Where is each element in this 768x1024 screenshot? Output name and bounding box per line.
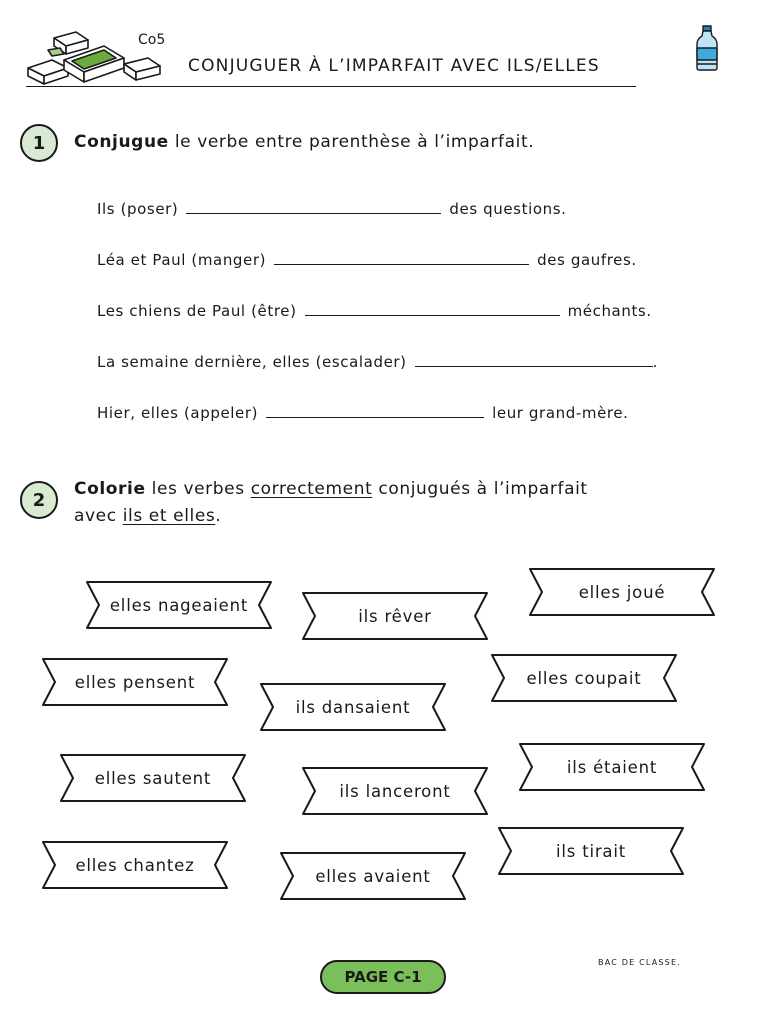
verb-tag[interactable] [519,743,705,791]
exercise-1-verb: Conjugue [74,132,169,152]
exercise-2-verb: Colorie [74,479,146,499]
verb-tag[interactable] [280,852,466,900]
exercise-1-instruction [74,129,534,156]
verb-tag[interactable] [302,767,488,815]
verb-tag-label: ils étaient [566,757,658,777]
sentence-end: . [652,353,659,371]
answer-blank[interactable] [305,314,560,316]
verb-tag-label: ils rêver [358,606,432,626]
verb-tag-label: elles coupait [526,668,642,688]
verb-tag-label: elles joué [578,582,666,602]
exercise-1-number: 1 [20,124,58,162]
sentence-row [97,404,629,422]
sentence-row [97,302,652,320]
sentence-end: des questions. [449,200,567,218]
sentence-row [97,251,637,269]
verb-tag-label: ils lanceront [339,781,451,801]
verb-tag[interactable] [260,683,446,731]
sentence-start: Léa et Paul (manger) [97,251,267,269]
worksheet-code: Co5 [138,32,166,48]
verb-tag-label: elles avaient [315,866,431,886]
sentence-start: Hier, elles (appeler) [97,404,259,422]
sentence-start: Ils (poser) [97,200,179,218]
instruction-underlined: correctement [250,479,373,499]
verb-tag[interactable] [302,592,488,640]
instruction-underlined: ils et elles [122,506,216,526]
instruction-text: conjugués à l’imparfait [378,479,588,499]
exercise-2-instruction [74,476,588,530]
sentence-end: leur grand-mère. [492,404,629,422]
verb-tag[interactable] [529,568,715,616]
brand-signature: BAC DE CLASSE. [598,958,681,967]
instruction-text: avec [74,506,117,526]
instruction-text: . [215,506,222,526]
sentence-start: Les chiens de Paul (être) [97,302,297,320]
sentence-row [97,353,658,371]
exercise-2-number: 2 [20,481,58,519]
instruction-text: les verbes [151,479,245,499]
verb-tag[interactable] [42,658,228,706]
answer-blank[interactable] [266,416,484,418]
verb-tag-label: ils tirait [555,841,626,861]
answer-blank[interactable] [274,263,529,265]
sentence-end: des gaufres. [537,251,637,269]
worksheet-title: CONJUGUER À L’IMPARFAIT AVEC ILS/ELLES [188,56,600,76]
verb-tag[interactable] [86,581,272,629]
header-divider [26,86,636,87]
water-bottle-icon [694,24,720,72]
answer-blank[interactable] [415,365,653,367]
page-number-badge: PAGE C-1 [320,960,446,994]
verb-tag[interactable] [42,841,228,889]
verb-tag-label: elles nageaient [109,595,249,615]
verb-tag[interactable] [498,827,684,875]
verb-tag-label: elles sautent [94,768,212,788]
verb-tag-label: ils dansaient [295,697,411,717]
exercise-1-instruction-text: le verbe entre parenthèse à l’imparfait. [174,132,535,152]
verb-tag[interactable] [491,654,677,702]
answer-blank[interactable] [186,212,441,214]
verb-tag[interactable] [60,754,246,802]
verb-tag-label: elles pensent [74,672,196,692]
sentence-end: méchants. [567,302,652,320]
verb-tag-label: elles chantez [75,855,195,875]
sentence-start: La semaine dernière, elles (escalader) [97,353,407,371]
sentence-row [97,200,567,218]
